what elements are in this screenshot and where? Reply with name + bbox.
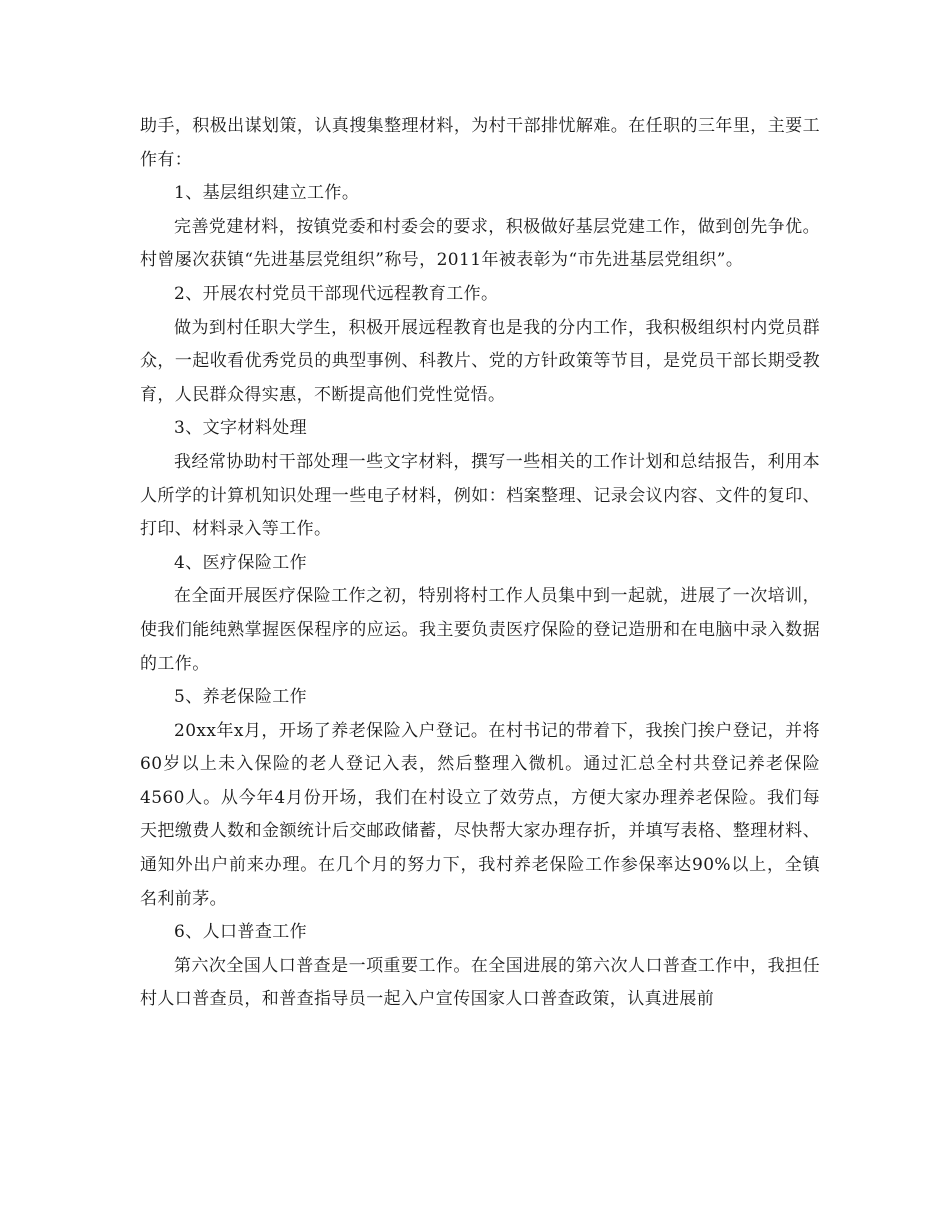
paragraph-remote-education: 做为到村任职大学生，积极开展远程教育也是我的分内工作，我积极组织村内党员群众，一起收看优秀党员的典型事例、科教片、党的方针政策等节目，是党员干部长期受教育，人民群众得实惠，不断提高他们党性觉悟。 <box>140 317 820 405</box>
paragraph-party-building: 完善党建材料，按镇党委和村委会的要求，积极做好基层党建工作，做到创先争优。村曾屡次获镇“先进基层党组织”称号，2011年被表彰为“市先进基层党组织”。 <box>140 216 820 271</box>
heading-census: 6、人口普查工作 <box>174 922 308 943</box>
heading-pension-insurance: 5、养老保险工作 <box>174 687 308 708</box>
heading-medical-insurance: 4、医疗保险工作 <box>174 552 308 573</box>
heading-grassroots-organization: 1、基层组织建立工作。 <box>174 183 360 204</box>
paragraph-census: 第六次全国人口普查是一项重要工作。在全国进展的第六次人口普查工作中，我担任村人口普查员，和普查指导员一起入户宣传国家人口普查政策，认真进展前 <box>140 955 820 1010</box>
paragraph-pension-insurance: 20xx年x月，开场了养老保险入户登记。在村书记的带着下，我挨门挨户登记，并将60岁以上未入保险的老人登记入表，然后整理入微机。通过汇总全村共登记养老保险4560人。从今年4月份开场，我们在村设立了效劳点，方便大家办理养老保险。我们每天把缴费人数和金额统计后交邮政储蓄，尽快帮大家办理存折，并填写表格、整理材料、通知外出户前来办理。在几个月的努力下，我村养老保险工作参保率达90%以上，全镇名利前茅。 <box>140 720 820 909</box>
paragraph-intro: 助手，积极出谋划策，认真搜集整理材料，为村干部排忧解难。在任职的三年里，主要工作有： <box>140 116 820 170</box>
paragraph-medical-insurance: 在全面开展医疗保险工作之初，特别将村工作人员集中到一起就，进展了一次培训，使我们能纯熟掌握医保程序的应运。我主要负责医疗保险的登记造册和在电脑中录入数据的工作。 <box>140 586 820 674</box>
heading-document-processing: 3、文字材料处理 <box>174 418 308 439</box>
heading-remote-education: 2、开展农村党员干部现代远程教育工作。 <box>174 283 499 304</box>
paragraph-document-processing: 我经常协助村干部处理一些文字材料，撰写一些相关的工作计划和总结报告，利用本人所学的计算机知识处理一些电子材料，例如：档案整理、记录会议内容、文件的复印、打印、材料录入等工作。 <box>140 451 820 540</box>
document-body <box>140 110 820 1017</box>
